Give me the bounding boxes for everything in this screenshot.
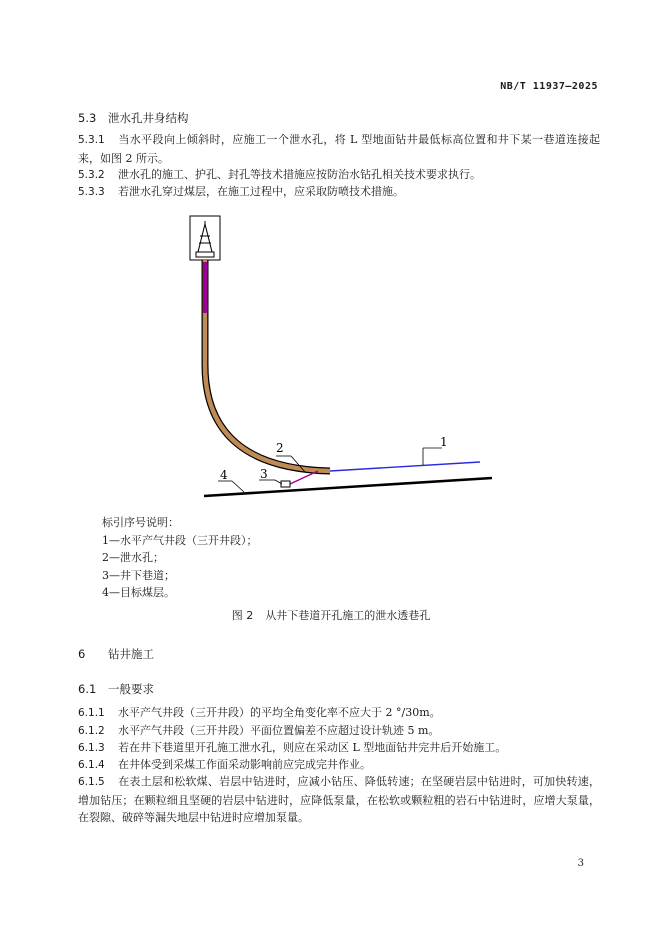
clause-text: 在表土层和松软煤、岩层中钻进时，应减小钻压、降低转速；在坚硬岩层中钻进时，可加快转速，增加钻压；在颗粒细且坚硬的岩层中钻进时，应降低泵量，在松软或颗粒粗的岩石中钻进时，应增大泵量，在裂隙、破碎等漏失地层中钻进时应增加泵量。 [78,775,600,824]
section-6-1-heading [78,681,154,697]
clause-6-1-4 [78,756,600,775]
figure-number: 图 2 [231,609,254,622]
clause-text: 泄水孔的施工、护孔、封孔等技术措施应按防治水钻孔相关技术要求执行。 [118,168,481,181]
drilling-rig-icon [190,216,220,260]
legend-item: 4—目标煤层。 [102,586,175,600]
callout-1-label: 1 [440,435,448,449]
drainage-hole-line [290,471,318,484]
clause-number: 5.3.3 [78,186,105,198]
callout-3-label: 3 [260,467,268,481]
clause-text: 当水平段向上倾斜时，应施工一个泄水孔，将 L 型地面钻井最低标高位置和井下某一巷道连接起来，如图 2 所示。 [78,133,600,165]
legend-item: 3—井下巷道； [102,568,175,582]
figure-legend [102,514,258,602]
section-title: 泄水孔井身结构 [108,111,189,125]
section-number: 6 [78,647,86,661]
underground-roadway [281,481,290,487]
figure-caption [0,607,662,623]
page-number: 3 [577,858,584,869]
l-wellbore [205,260,330,471]
section-6-heading [78,646,154,662]
legend-item: 2—泄水孔； [102,551,164,565]
clause-text: 水平产气井段（三开井段）的平均全角变化率不应大于 2 °/30m。 [118,706,441,719]
clause-number: 5.3.2 [78,169,105,181]
clause-text: 若泄水孔穿过煤层，在施工过程中，应采取防喷技术措施。 [118,185,404,198]
clause-6-1-1 [78,704,600,723]
clause-number: 6.1.1 [78,707,105,719]
horizontal-section-line [330,462,480,471]
clause-6-1-3 [78,739,600,758]
clause-number: 6.1.4 [78,759,105,771]
clause-text: 若在井下巷道里开孔施工泄水孔，则应在采动区 L 型地面钻井完井后开始施工。 [118,741,507,754]
figure-title: 从井下巷道开孔施工的泄水透巷孔 [265,609,431,622]
clause-text: 在井体受到采煤工作面采动影响前应完成完井作业。 [118,758,371,771]
clause-number: 5.3.1 [78,134,105,146]
legend-item: 1—水平产气井段（三开井段）； [102,533,258,547]
coal-seam-line [204,478,492,496]
section-number: 6.1 [78,682,97,696]
section-number: 5.3 [78,111,97,125]
standard-code-header: NB/T 11937—2025 [500,81,598,92]
clause-number: 6.1.3 [78,742,105,754]
section-title: 钻井施工 [108,647,154,661]
callout-4-label: 4 [220,468,228,482]
callout-2-label: 2 [276,441,284,455]
clause-number: 6.1.5 [78,776,105,788]
legend-title: 标引序号说明： [102,516,179,529]
clause-6-1-2 [78,722,600,741]
clause-text: 水平产气井段（三开井段）平面位置偏差不应超过设计轨迹 5 m。 [118,724,440,737]
clause-number: 6.1.2 [78,725,105,737]
section-title: 一般要求 [108,682,154,696]
clause-6-1-5 [78,773,600,827]
